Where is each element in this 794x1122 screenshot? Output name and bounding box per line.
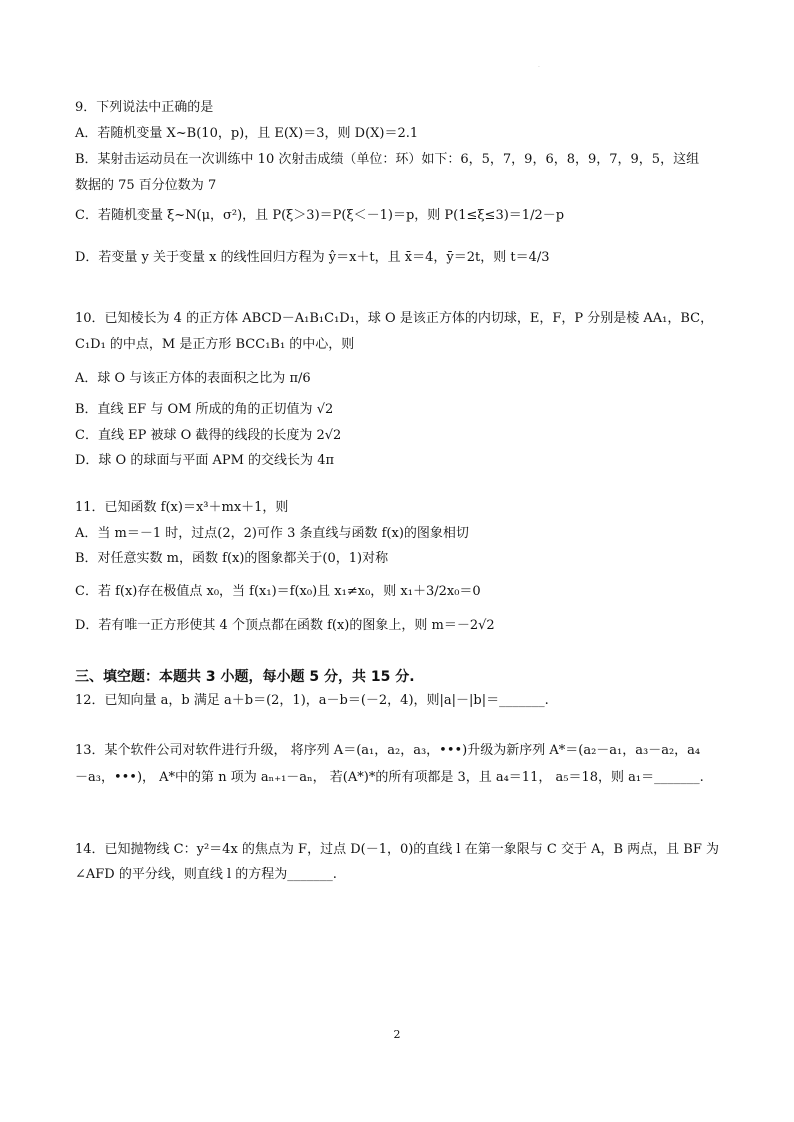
q9-option-d: D．若变量 y 关于变量 x 的线性回归方程为 ŷ＝x＋t，且 x̄＝4，ȳ＝2t，则 t＝4/3 — [75, 250, 550, 265]
page-number: 2 — [393, 1028, 401, 1041]
q13-line2: －a₃，•••)， A*中的第 n 项为 aₙ₊₁－aₙ， 若(A*)*的所有项都是 3，且 a₄＝11， a₅＝18，则 a₁＝_______. — [75, 770, 704, 785]
q9-option-c: C．若随机变量 ξ~N(μ，σ²)，且 P(ξ＞3)＝P(ξ＜－1)＝p，则 P(1≤ξ≤3)＝1/2－p — [75, 208, 565, 223]
q9-option-b-line1: B．某射击运动员在一次训练中 10 次射击成绩（单位：环）如下：6，5，7，9，6，8，9，7，9，5，这组 — [75, 152, 700, 167]
q9-option-a: A．若随机变量 X~B(10，p)，且 E(X)＝3，则 D(X)＝2.1 — [75, 126, 419, 141]
q10-option-b: B．直线 EF 与 OM 所成的角的正切值为 √2 — [75, 402, 334, 417]
section-heading: 三、填空题：本题共 3 小题，每小题 5 分，共 15 分. — [75, 669, 415, 685]
q9-option-b-line2: 数据的 75 百分位数为 7 — [75, 178, 217, 193]
q10-stem-line2: C₁D₁ 的中点，M 是正方形 BCC₁B₁ 的中心，则 — [75, 337, 355, 352]
q11-option-c: C．若 f(x)存在极值点 x₀，当 f(x₁)＝f(x₀)且 x₁≠x₀，则 x₁＋3/2x₀＝0 — [75, 584, 481, 599]
q14-line2: ∠AFD 的平分线，则直线 l 的方程为_______. — [75, 867, 337, 882]
q11-option-b: B．对任意实数 m，函数 f(x)的图象都关于(0，1)对称 — [75, 551, 389, 566]
q10-option-d: D．球 O 的球面与平面 APM 的交线长为 4π — [75, 453, 335, 468]
q13-line1: 13．某个软件公司对软件进行升级， 将序列 A＝(a₁，a₂，a₃，•••)升级为新序列 A*＝(a₂－a₁，a₃－a₂，a₄ — [75, 743, 701, 758]
q10-option-c: C．直线 EP 被球 O 截得的线段的长度为 2√2 — [75, 428, 342, 443]
q10-option-a: A．球 O 与该正方体的表面积之比为 π/6 — [75, 371, 311, 386]
q10-stem-line1: 10．已知棱长为 4 的正方体 ABCD－A₁B₁C₁D₁，球 O 是该正方体的内切球，E，F，P 分别是棱 AA₁，BC， — [75, 311, 714, 326]
q14-line1: 14．已知抛物线 C：y²＝4x 的焦点为 F，过点 D(－1，0)的直线 l 在第一象限与 C 交于 A，B 两点，且 BF 为 — [75, 842, 719, 857]
q11-option-a: A．当 m＝－1 时，过点(2，2)可作 3 条直线与函数 f(x)的图象相切 — [75, 526, 469, 541]
q11-stem: 11．已知函数 f(x)＝x³＋mx＋1，则 — [75, 500, 289, 515]
q9-stem: 9．下列说法中正确的是 — [75, 100, 214, 115]
corner-mark: · — [538, 64, 540, 71]
q11-option-d: D．若有唯一正方形使其 4 个顶点都在函数 f(x)的图象上，则 m＝－2√2 — [75, 618, 495, 633]
q12-text: 12．已知向量 a，b 满足 a＋b＝(2，1)，a－b＝(－2，4)，则|a|－|b|＝_______. — [75, 693, 549, 708]
